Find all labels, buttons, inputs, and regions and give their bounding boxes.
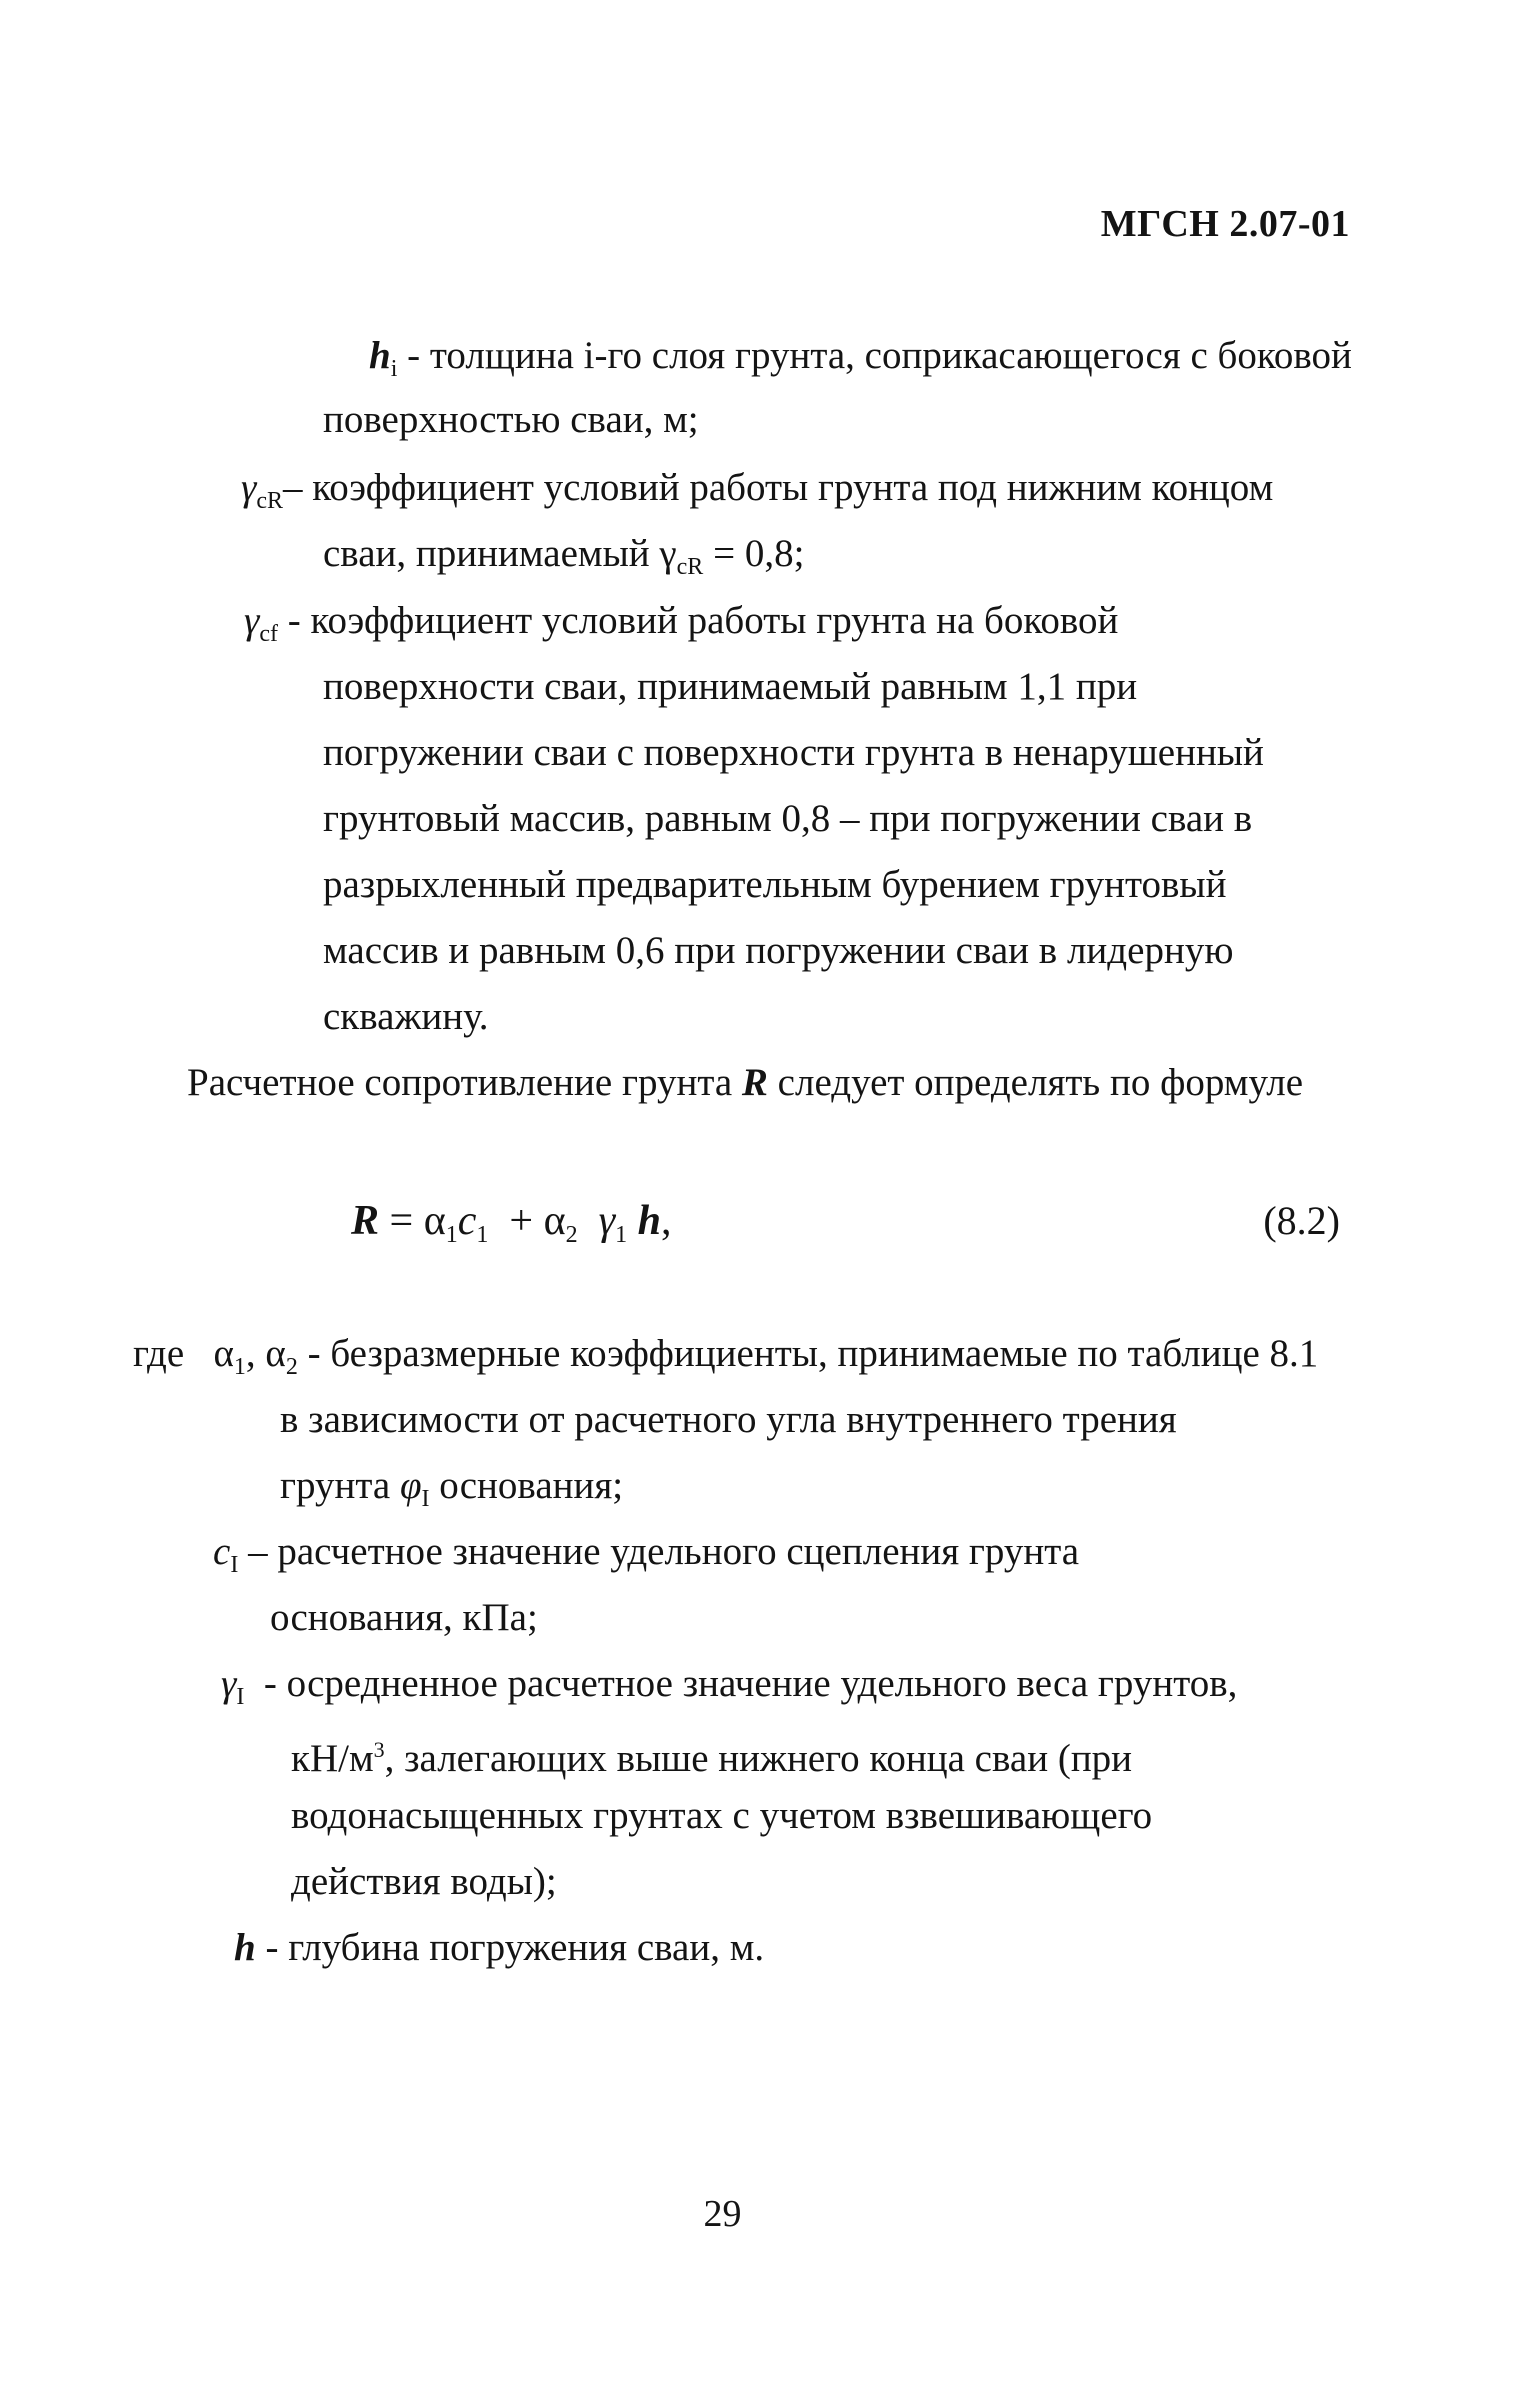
paragraph-text: Расчетное сопротивление грунта: [187, 1061, 742, 1104]
definition-h: [234, 1924, 764, 1972]
formula-plus: +: [488, 1198, 544, 1244]
formula-subscript: 2: [565, 1222, 578, 1248]
definition-c1-cont: основания, кПа;: [270, 1596, 538, 1639]
document-code: МГСН 2.07-01: [1100, 203, 1350, 245]
formula-space: [578, 1198, 599, 1244]
definition-gamma-cf: [244, 597, 1118, 658]
intro-word: где: [133, 1332, 185, 1375]
symbol-r: R: [741, 1061, 768, 1104]
definition-text: толщина i-го слоя грунта, соприкасающегося с боковой: [429, 334, 1352, 377]
paragraph-text: следует определять по формуле: [767, 1061, 1304, 1104]
definition-dash: -: [244, 1662, 287, 1705]
definition-gamma-cf-line7: скважину.: [323, 995, 489, 1038]
subscript-cr: cR: [676, 554, 704, 580]
definition-dash: -: [297, 1332, 331, 1375]
formula-alpha1: α: [423, 1198, 446, 1244]
definition-text: сваи, принимаемый γ: [323, 532, 677, 575]
symbol-phi: φ: [399, 1464, 422, 1507]
definition-text: безразмерные коэффициенты, принимаемые по таблице 8.1: [330, 1332, 1319, 1375]
definition-gamma-cr: [241, 464, 1273, 525]
definition-text: основания;: [429, 1464, 624, 1507]
symbol-gamma: γ: [241, 466, 257, 509]
superscript: 3: [373, 1737, 385, 1762]
definition-gamma1-line2: [291, 1726, 1132, 1783]
symbol-h: h: [369, 334, 391, 377]
subscript: 2: [285, 1354, 298, 1380]
formula-equals: =: [379, 1198, 424, 1244]
symbol-gamma: γ: [244, 599, 260, 642]
definition-text: осредненное расчетное значение удельного веса грунтов,: [286, 1662, 1238, 1705]
definition-gamma-cf-line3: погружении сваи с поверхности грунта в ненарушенный: [323, 731, 1264, 774]
definition-dash: –: [238, 1530, 278, 1573]
definition-text: кН/м: [291, 1737, 374, 1780]
definition-gamma-cf-line5: разрыхленный предварительным бурением грунтовый: [323, 863, 1227, 906]
formula-subscript: 1: [476, 1222, 489, 1248]
formula-h: h: [637, 1198, 661, 1244]
formula-c1: c: [457, 1198, 477, 1244]
definition-dash: -: [278, 599, 311, 642]
definition-value: = 0,8;: [703, 532, 805, 575]
page-number: 29: [703, 2193, 742, 2235]
separator: ,: [245, 1332, 266, 1375]
definition-text: глубина погружения сваи, м.: [288, 1926, 765, 1969]
definition-hi-cont: поверхностью сваи, м;: [323, 398, 699, 441]
formula-subscript: 1: [445, 1222, 458, 1248]
definition-text: коэффициент условий работы грунта под нижним концом: [312, 466, 1274, 509]
symbol-alpha1: α: [213, 1332, 234, 1375]
definition-gamma-cf-line6: массив и равным 0,6 при погружении сваи в лидерную: [323, 929, 1234, 972]
subscript: I: [421, 1486, 430, 1512]
subscript-i: i: [390, 356, 398, 382]
definition-dash: -: [397, 334, 430, 377]
formula-number: (8.2): [1263, 1198, 1340, 1243]
definition-gamma-cf-line4: грунтовый массив, равным 0,8 – при погружении сваи в: [323, 797, 1253, 840]
subscript-cr: cR: [256, 488, 284, 514]
symbol-c: c: [213, 1530, 231, 1573]
formula-gamma1: γ: [598, 1198, 616, 1244]
definition-dash: –: [283, 466, 313, 509]
formula-8-2: [351, 1196, 672, 1260]
definition-c1: [213, 1528, 1079, 1589]
definition-text: коэффициент условий работы грунта на боковой: [310, 599, 1119, 642]
definition-gamma-cf-line2: поверхности сваи, принимаемый равным 1,1 при: [323, 665, 1138, 708]
definition-text: расчетное значение удельного сцепления грунта: [277, 1530, 1080, 1573]
definition-gamma1: [221, 1660, 1237, 1721]
formula-subscript: 1: [615, 1222, 628, 1248]
formula-alpha2: α: [543, 1198, 566, 1244]
definition-alpha-line2: в зависимости от расчетного угла внутреннего трения: [280, 1398, 1177, 1441]
definition-hi: [369, 332, 1352, 393]
formula-symbol-r: R: [351, 1198, 380, 1244]
paragraph-resistance: [187, 1059, 1303, 1107]
symbol-gamma: γ: [221, 1662, 237, 1705]
formula-space: [627, 1198, 638, 1244]
definition-alpha-line3: [280, 1462, 623, 1523]
definition-dash: -: [255, 1926, 289, 1969]
definition-alpha: [133, 1330, 1318, 1391]
formula-comma: ,: [661, 1198, 672, 1244]
subscript: I: [230, 1552, 239, 1578]
subscript-cf: cf: [259, 621, 279, 647]
definition-gamma1-line4: действия воды);: [291, 1860, 557, 1903]
definition-gamma1-line3: водонасыщенных грунтах с учетом взвешивающего: [291, 1794, 1153, 1837]
subscript: 1: [233, 1354, 246, 1380]
symbol-alpha2: α: [265, 1332, 286, 1375]
definition-gamma-cr-cont: [323, 530, 804, 591]
definition-text: , залегающих выше нижнего конца сваи (при: [384, 1737, 1133, 1780]
symbol-h: h: [234, 1926, 256, 1969]
subscript: I: [236, 1684, 245, 1710]
definition-text: грунта: [280, 1464, 400, 1507]
